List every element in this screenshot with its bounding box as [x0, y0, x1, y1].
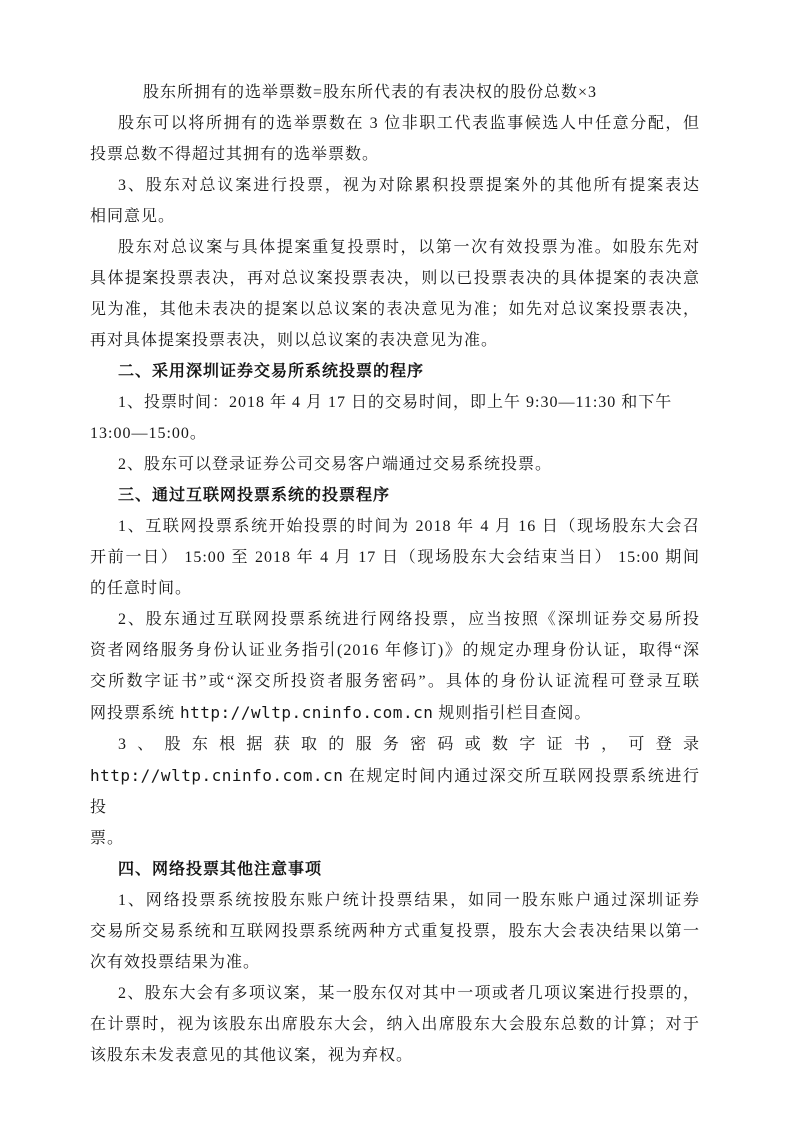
text-line: 1、投票时间：2018 年 4 月 17 日的交易时间，即上午 9:30—11:30 和下午 [118, 394, 673, 411]
paragraph [90, 511, 700, 604]
text-line: 该股东未发表意见的其他议案，视为弃权。 [90, 1047, 414, 1064]
paragraph [90, 885, 700, 978]
text-line: 在计票时，视为该股东出席股东大会，纳入出席股东大会股东总数的计算；对于 [90, 1016, 700, 1033]
paragraph [90, 449, 700, 480]
text-line: 1、网络投票系统按股东账户统计投票结果，如同一股东账户通过深圳证券 [118, 892, 700, 909]
text-line: 四、网络投票其他注意事项 [118, 861, 323, 878]
paragraph [90, 232, 700, 356]
text-line: http://wltp.cninfo.com.cn 在规定时间内通过深交所互联网投票系统进行投 [90, 766, 700, 816]
section-heading [90, 854, 700, 885]
text-line: 次有效投票结果为准。 [90, 954, 261, 971]
text-line: 3、股东对总议案进行投票，视为对除累积投票提案外的其他所有提案表达 [118, 177, 700, 194]
section-heading [90, 356, 700, 387]
text-line: 13:00—15:00。 [90, 425, 207, 442]
text-line: 资者网络服务身份认证业务指引(2016 年修订)》的规定办理身份认证，取得“深 [90, 642, 700, 659]
text-line: 开前一日） 15:00 至 2018 年 4 月 17 日（现场股东大会结束当日） 15:00 期间 [90, 549, 700, 566]
text-line: 交所数字证书”或“深交所投资者服务密码”。具体的身份认证流程可登录互联 [90, 673, 700, 690]
text-line: 三、通过互联网投票系统的投票程序 [118, 487, 391, 504]
paragraph [90, 978, 700, 1071]
text-line: 股东可以将所拥有的选举票数在 3 位非职工代表监事候选人中任意分配，但 [118, 115, 700, 132]
paragraph [90, 170, 700, 232]
text-line: 3、股东根据获取的服务密码或数字证书，可登录 [118, 736, 700, 753]
text-line: 网投票系统 http://wltp.cninfo.com.cn 规则指引栏目查阅。 [90, 703, 592, 722]
section-heading [90, 480, 700, 511]
text-line: 投票总数不得超过其拥有的选举票数。 [90, 146, 380, 163]
text-line: 票。 [90, 830, 125, 847]
url-text: http://wltp.cninfo.com.cn [90, 766, 344, 785]
text-line: 见为准，其他未表决的提案以总议案的表决意见为准；如先对总议案投票表决， [90, 301, 700, 318]
text-line: 股东对总议案与具体提案重复投票时，以第一次有效投票为准。如股东先对 [118, 239, 700, 256]
paragraph [90, 108, 700, 170]
text-line: 的任意时间。 [90, 580, 193, 597]
text-line: 交易所交易系统和互联网投票系统两种方式重复投票，股东大会表决结果以第一 [90, 923, 700, 940]
paragraph [90, 604, 700, 729]
text-line: 2、股东通过互联网投票系统进行网络投票，应当按照《深圳证券交易所投 [118, 611, 700, 628]
text-line: 1、互联网投票系统开始投票的时间为 2018 年 4 月 16 日（现场股东大会召 [118, 518, 700, 535]
paragraph [90, 729, 700, 854]
text-line: 2、股东大会有多项议案，某一股东仅对其中一项或者几项议案进行投票的， [118, 985, 700, 1002]
text-line: 具体提案投票表决，再对总议案投票表决，则以已投票表决的具体提案的表决意 [90, 270, 700, 287]
text-line: 二、采用深圳证券交易所系统投票的程序 [118, 363, 425, 380]
text-line: 相同意见。 [90, 208, 176, 225]
text-line: 2、股东可以登录证券公司交易客户端通过交易系统投票。 [118, 456, 553, 473]
text-line: 再对具体提案投票表决，则以总议案的表决意见为准。 [90, 332, 499, 349]
url-text: http://wltp.cninfo.com.cn [180, 703, 434, 722]
text-line: 股东所拥有的选举票数=股东所代表的有表决权的股份总数×3 [143, 84, 598, 101]
paragraph [90, 387, 700, 449]
paragraph [90, 77, 700, 108]
